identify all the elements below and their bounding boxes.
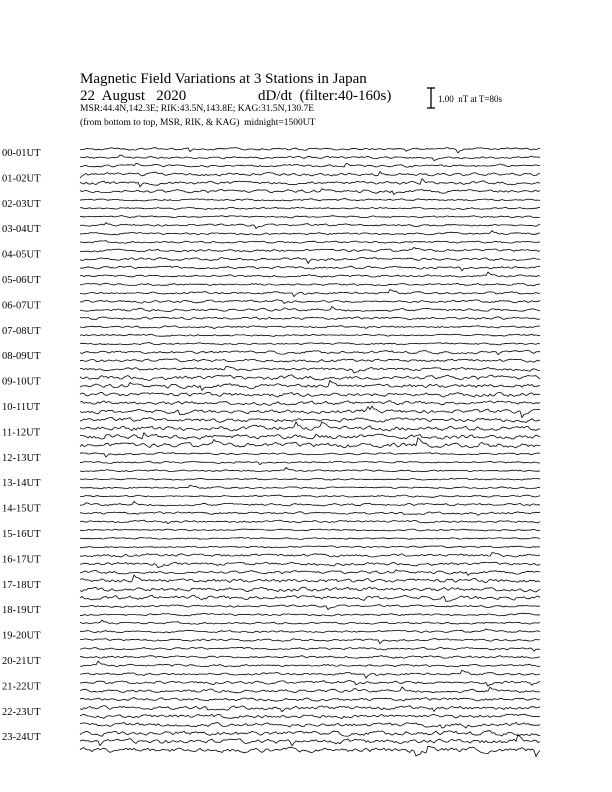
trace-kag [80, 706, 540, 712]
hour-label: 15-16UT [2, 529, 41, 540]
trace-msr [80, 290, 540, 297]
trace-group [80, 148, 540, 757]
hour-label: 03-04UT [2, 224, 41, 236]
trace-rik [80, 406, 540, 418]
trace-rik [80, 334, 540, 336]
hour-label: 07-08UT [2, 325, 41, 337]
trace-rik [80, 639, 540, 644]
hour-label: 10-11UT [2, 402, 41, 413]
hour-label: 21-22UT [2, 681, 41, 693]
trace-rik [80, 485, 540, 489]
trace-msr [80, 468, 540, 472]
trace-kag [80, 350, 540, 355]
hour-label: 08-09UT [2, 351, 41, 363]
trace-rik [80, 714, 540, 719]
trace-kag [80, 375, 540, 381]
trace-rik [80, 380, 540, 390]
trace-msr [80, 163, 540, 167]
trace-rik [80, 257, 540, 263]
trace-msr [80, 722, 540, 728]
trace-kag [80, 223, 540, 229]
hour-label: 18-19UT [2, 605, 41, 617]
trace-msr [80, 317, 540, 320]
trace-msr [80, 189, 540, 195]
trace-kag [80, 422, 540, 431]
hour-label: 12-13UT [2, 452, 41, 464]
trace-msr [80, 570, 540, 576]
hour-label: 17-18UT [2, 579, 41, 591]
trace-kag [80, 553, 540, 557]
trace-kag [80, 478, 540, 480]
trace-rik [80, 231, 540, 235]
trace-msr [80, 495, 540, 497]
trace-kag [80, 529, 540, 531]
hour-label: 06-07UT [2, 300, 41, 312]
scale-bar-label: 1.00 nT at T=80s [438, 94, 502, 104]
station-order-note: (from bottom to top, MSR, RIK, & KAG) midnight=1500UT [80, 118, 316, 128]
trace-msr [80, 216, 540, 218]
trace-kag [80, 453, 540, 458]
trace-msr [80, 595, 540, 601]
trace-msr [80, 417, 540, 422]
trace-rik [80, 512, 540, 516]
trace-rik [80, 687, 540, 693]
trace-kag [80, 401, 540, 406]
trace-msr [80, 438, 540, 448]
hour-label: 22-23UT [2, 706, 41, 718]
trace-msr [80, 670, 540, 678]
trace-rik [80, 734, 540, 745]
trace-rik [80, 562, 540, 568]
trace-kag [80, 272, 540, 277]
trace-msr [80, 620, 540, 624]
hour-label: 11-12UT [2, 427, 41, 439]
hour-label: 13-14UT [2, 478, 41, 490]
hour-label: 04-05UT [2, 249, 41, 261]
trace-msr [80, 746, 540, 756]
hour-label: 09-10UT [2, 376, 41, 388]
trace-rik [80, 587, 540, 592]
trace-kag [80, 656, 540, 659]
trace-msr [80, 266, 540, 271]
trace-msr [80, 392, 540, 397]
hour-label: 19-20UT [2, 630, 41, 642]
hour-label: 00-01UT [2, 148, 41, 159]
trace-msr [80, 241, 540, 244]
trace-kag [80, 148, 540, 153]
trace-rik [80, 283, 540, 286]
chart-component: dD/dt (filter:40-160s) [258, 88, 392, 104]
trace-msr [80, 366, 540, 373]
hour-label: 02-03UT [2, 198, 41, 210]
trace-rik [80, 179, 540, 187]
hour-label: 23-24UT [2, 732, 41, 744]
trace-kag [80, 300, 540, 304]
trace-msr [80, 520, 540, 524]
hour-label: 16-17UT [2, 554, 41, 566]
hour-label-group [2, 148, 41, 743]
trace-rik [80, 307, 540, 312]
hour-label: 01-02UT [2, 173, 41, 185]
trace-rik [80, 155, 540, 161]
trace-kag [80, 629, 540, 633]
trace-kag [80, 247, 540, 252]
hour-label: 14-15UT [2, 503, 41, 515]
trace-kag [80, 199, 540, 201]
trace-rik [80, 207, 540, 209]
chart-title: Magnetic Field Variations at 3 Stations in Japan [80, 71, 367, 87]
trace-rik [80, 661, 540, 667]
trace-kag [80, 731, 540, 737]
trace-rik [80, 461, 540, 464]
trace-msr [80, 698, 540, 702]
trace-kag [80, 502, 540, 506]
trace-msr [80, 546, 540, 548]
trace-rik [80, 359, 540, 362]
trace-kag [80, 681, 540, 687]
trace-kag [80, 575, 540, 583]
hour-label: 05-06UT [2, 275, 41, 286]
station-coordinates: MSR:44.4N,142.3E; RIK:43.5N,143.8E; KAG:31.5N,130.7E [80, 104, 315, 114]
trace-rik [80, 538, 540, 540]
trace-msr [80, 647, 540, 651]
hour-label: 20-21UT [2, 656, 41, 667]
trace-kag [80, 326, 540, 329]
trace-rik [80, 433, 540, 440]
trace-kag [80, 172, 540, 179]
trace-kag [80, 605, 540, 610]
trace-msr [80, 343, 540, 345]
chart-date: 22 August 2020 [80, 88, 187, 104]
trace-rik [80, 613, 540, 616]
